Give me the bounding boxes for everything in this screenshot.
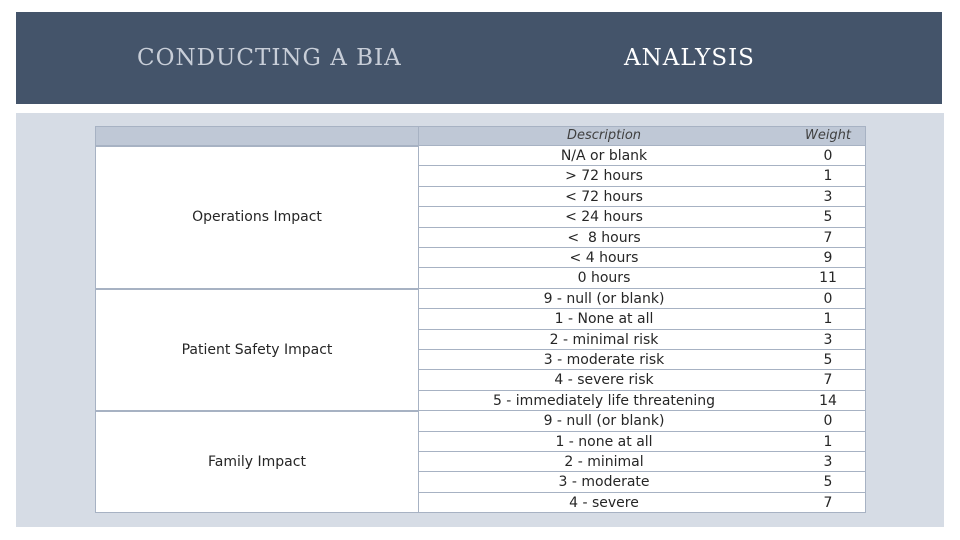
description-cell: < 24 hours (565, 209, 643, 226)
weight-cell: 7 (823, 229, 833, 246)
weight-cell: 3 (823, 331, 833, 348)
description-cell: N/A or blank (560, 148, 648, 164)
slide-title: CONDUCTING A BIA (137, 45, 402, 71)
weight-cell: 0 (823, 148, 833, 164)
description-cell: 5 - immediately life threatening (492, 392, 716, 409)
weight-cell: 14 (819, 392, 837, 409)
description-cell: > 72 hours (565, 168, 643, 185)
weight-cell: 7 (823, 372, 833, 389)
category-cell (95, 146, 419, 289)
weight-cell: 7 (823, 494, 833, 511)
description-cell: 9 - null (or blank) (543, 413, 665, 430)
description-cell: < 72 hours (565, 188, 643, 205)
description-cell: 2 - minimal (564, 454, 644, 470)
description-cell: 1 - none at all (555, 433, 653, 450)
weight-cell: 0 (823, 290, 833, 307)
description-cell: 9 - null (or blank) (543, 290, 665, 307)
description-cell: 3 - moderate risk (543, 352, 665, 368)
description-cell: 4 - severe (569, 494, 639, 511)
description-cell: 4 - severe risk (554, 372, 654, 389)
weight-cell: 1 (823, 433, 833, 450)
weight-cell: 3 (823, 188, 833, 205)
description-column-border (418, 146, 866, 513)
weight-cell: 1 (823, 311, 833, 328)
category-label: Patient Safety Impact (181, 341, 333, 358)
column-header-description: Description (566, 128, 642, 143)
weight-cell: 0 (823, 413, 833, 430)
category-cell (95, 411, 419, 513)
category-label: Operations Impact (192, 209, 322, 226)
slide-subtitle: ANALYSIS (624, 45, 755, 71)
weight-cell: 5 (823, 474, 833, 491)
weight-cell: 11 (819, 270, 837, 287)
description-cell: 2 - minimal risk (549, 331, 659, 348)
column-header-weight: Weight (804, 128, 852, 143)
weight-cell: 1 (823, 168, 833, 185)
description-cell: < 8 hours (567, 229, 641, 246)
category-cell (95, 289, 419, 411)
category-label: Family Impact (208, 454, 306, 471)
description-cell: 1 - None at all (554, 311, 654, 328)
weight-cell: 5 (823, 209, 833, 226)
weight-cell: 3 (823, 454, 833, 470)
description-cell: < 4 hours (569, 250, 639, 266)
description-cell: 0 hours (577, 270, 631, 287)
weight-cell: 5 (823, 352, 833, 368)
description-cell: 3 - moderate (558, 474, 650, 491)
weight-cell: 9 (823, 250, 833, 266)
